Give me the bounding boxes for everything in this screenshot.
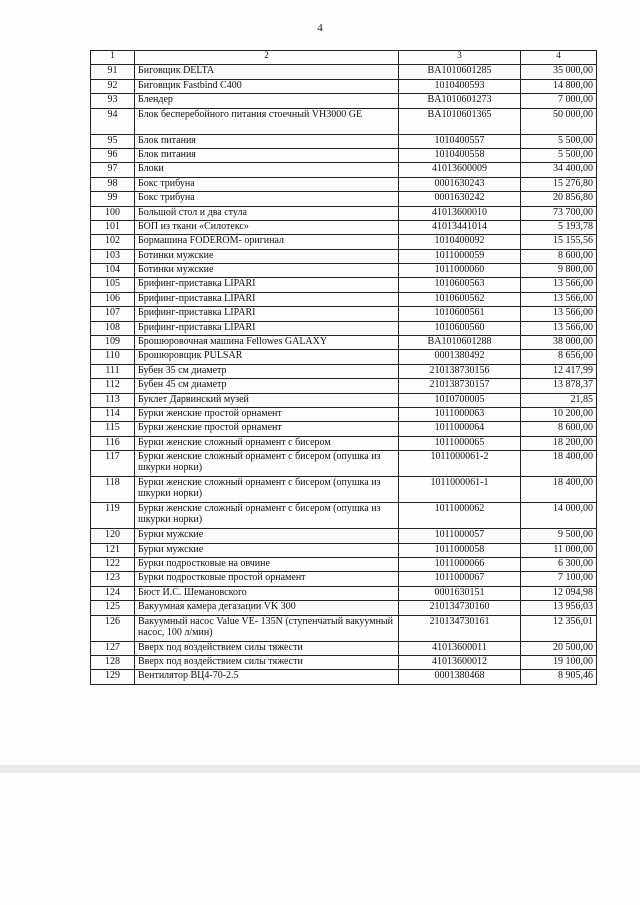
item-amount: 73 700,00 (521, 206, 597, 220)
item-name: Бурки мужские (135, 543, 399, 557)
table-row (91, 65, 597, 79)
item-amount: 13 566,00 (521, 278, 597, 292)
table-row (91, 307, 597, 321)
item-name: Бубен 35 см диаметр (135, 364, 399, 378)
item-amount: 15 155,56 (521, 235, 597, 249)
inventory-code: 1011000058 (399, 543, 521, 557)
item-name: Биговщик DELTA (135, 65, 399, 79)
item-amount: 14 800,00 (521, 79, 597, 93)
row-number: 94 (91, 108, 135, 134)
item-amount: 6 300,00 (521, 557, 597, 571)
item-amount: 18 200,00 (521, 436, 597, 450)
item-name: Бурки подростковые простой орнамент (135, 572, 399, 586)
table-row (91, 163, 597, 177)
inventory-code: 0001380468 (399, 670, 521, 684)
item-amount: 15 276,80 (521, 177, 597, 191)
item-name: Бокс трибуна (135, 177, 399, 191)
item-name: Блок питания (135, 148, 399, 162)
item-name: Брифинг-приставка LIPARI (135, 292, 399, 306)
row-number: 128 (91, 655, 135, 669)
item-amount: 34 400,00 (521, 163, 597, 177)
table-row (91, 350, 597, 364)
item-amount: 18 400,00 (521, 477, 597, 503)
row-number: 100 (91, 206, 135, 220)
row-number: 106 (91, 292, 135, 306)
item-amount: 38 000,00 (521, 336, 597, 350)
table-row (91, 292, 597, 306)
row-number: 92 (91, 79, 135, 93)
scan-edge-shadow (0, 765, 640, 773)
item-name: Большой стол и два стула (135, 206, 399, 220)
item-amount: 13 956,03 (521, 601, 597, 615)
item-amount: 12 356,01 (521, 615, 597, 641)
table-row (91, 94, 597, 108)
item-amount: 11 000,00 (521, 543, 597, 557)
item-amount: 8 600,00 (521, 422, 597, 436)
inventory-code: 0001630151 (399, 586, 521, 600)
table-row (91, 451, 597, 477)
item-amount: 5 500,00 (521, 148, 597, 162)
item-amount: 13 566,00 (521, 321, 597, 335)
table-row (91, 278, 597, 292)
table-row (91, 177, 597, 191)
row-number: 126 (91, 615, 135, 641)
item-amount: 14 000,00 (521, 503, 597, 529)
row-number: 109 (91, 336, 135, 350)
inventory-code: 210138730156 (399, 364, 521, 378)
item-amount: 21,85 (521, 393, 597, 407)
row-number: 91 (91, 65, 135, 79)
item-amount: 5 193,78 (521, 220, 597, 234)
row-number: 112 (91, 379, 135, 393)
inventory-code: 0001630243 (399, 177, 521, 191)
table-row (91, 321, 597, 335)
item-name: Бурки женские сложный орнамент с бисером (опушка из шкурки норки) (135, 503, 399, 529)
row-number: 129 (91, 670, 135, 684)
item-amount: 8 905,46 (521, 670, 597, 684)
inventory-code: BA1010601288 (399, 336, 521, 350)
item-name: Брошюровщик PULSAR (135, 350, 399, 364)
item-name: Бормашина FODEROM- оригинал (135, 235, 399, 249)
row-number: 102 (91, 235, 135, 249)
item-name: Ботинки мужские (135, 264, 399, 278)
inventory-code: 41013600011 (399, 641, 521, 655)
column-header: 1 (91, 51, 135, 65)
item-name: Брифинг-приставка LIPARI (135, 278, 399, 292)
item-name: Вакуумная камера дегазации VK 300 (135, 601, 399, 615)
item-name: Бюст И.С. Шемановского (135, 586, 399, 600)
inventory-code: 1010600560 (399, 321, 521, 335)
row-number: 97 (91, 163, 135, 177)
row-number: 114 (91, 407, 135, 421)
table-row (91, 543, 597, 557)
item-amount: 12 417,99 (521, 364, 597, 378)
inventory-code: 1011000067 (399, 572, 521, 586)
item-name: Вентилятор ВЦ4-70-2.5 (135, 670, 399, 684)
inventory-code: 1011000061-1 (399, 477, 521, 503)
table-row (91, 264, 597, 278)
item-name: БОП из ткани «Силотекс» (135, 220, 399, 234)
row-number: 104 (91, 264, 135, 278)
inventory-code: 1011000066 (399, 557, 521, 571)
inventory-code: 1011000062 (399, 503, 521, 529)
item-name: Буклет Дарвинский музей (135, 393, 399, 407)
row-number: 107 (91, 307, 135, 321)
inventory-code: 1010600561 (399, 307, 521, 321)
inventory-code: BA1010601285 (399, 65, 521, 79)
inventory-table (90, 50, 597, 685)
item-name: Бубен 45 см диаметр (135, 379, 399, 393)
row-number: 116 (91, 436, 135, 450)
row-number: 120 (91, 529, 135, 543)
item-name: Блоки (135, 163, 399, 177)
row-number: 111 (91, 364, 135, 378)
inventory-code: 0001380492 (399, 350, 521, 364)
item-name: Бурки женские простой орнамент (135, 407, 399, 421)
table-row (91, 557, 597, 571)
row-number: 95 (91, 134, 135, 148)
inventory-code: 1010600562 (399, 292, 521, 306)
inventory-code: 210134730160 (399, 601, 521, 615)
row-number: 125 (91, 601, 135, 615)
inventory-code: 1011000061-2 (399, 451, 521, 477)
table-row (91, 206, 597, 220)
table-row (91, 529, 597, 543)
row-number: 119 (91, 503, 135, 529)
inventory-code: 41013441014 (399, 220, 521, 234)
item-name: Бурки женские сложный орнамент с бисером (135, 436, 399, 450)
row-number: 127 (91, 641, 135, 655)
item-amount: 8 656,00 (521, 350, 597, 364)
row-number: 103 (91, 249, 135, 263)
inventory-code: 0001630242 (399, 192, 521, 206)
inventory-code: 1011000059 (399, 249, 521, 263)
row-number: 105 (91, 278, 135, 292)
row-number: 110 (91, 350, 135, 364)
row-number: 113 (91, 393, 135, 407)
item-name: Брошюровочная машина Fellowes GALAXY (135, 336, 399, 350)
row-number: 124 (91, 586, 135, 600)
item-amount: 9 500,00 (521, 529, 597, 543)
row-number: 117 (91, 451, 135, 477)
table-row (91, 477, 597, 503)
table-row (91, 601, 597, 615)
table-header-row (91, 51, 597, 65)
item-name: Вакуумный насос Value VE- 135N (ступенчатый вакуумный насос, 100 л/мин) (135, 615, 399, 641)
row-number: 96 (91, 148, 135, 162)
row-number: 123 (91, 572, 135, 586)
table-row (91, 436, 597, 450)
item-name: Бурки мужские (135, 529, 399, 543)
item-amount: 5 500,00 (521, 134, 597, 148)
item-amount: 12 094,98 (521, 586, 597, 600)
inventory-code: 1010600563 (399, 278, 521, 292)
row-number: 121 (91, 543, 135, 557)
table-row (91, 503, 597, 529)
inventory-code: 1011000060 (399, 264, 521, 278)
table-row (91, 379, 597, 393)
inventory-code: 1011000064 (399, 422, 521, 436)
item-name: Вверх под воздействием силы тяжести (135, 655, 399, 669)
table-row (91, 572, 597, 586)
item-amount: 8 600,00 (521, 249, 597, 263)
item-amount: 19 100,00 (521, 655, 597, 669)
inventory-code: 210134730161 (399, 615, 521, 641)
item-amount: 10 200,00 (521, 407, 597, 421)
item-amount: 20 856,80 (521, 192, 597, 206)
table-row (91, 393, 597, 407)
row-number: 118 (91, 477, 135, 503)
column-header: 2 (135, 51, 399, 65)
inventory-code: BA1010601273 (399, 94, 521, 108)
item-name: Вверх под воздействием силы тяжести (135, 641, 399, 655)
item-amount: 13 566,00 (521, 307, 597, 321)
table-row (91, 220, 597, 234)
table-row (91, 586, 597, 600)
item-amount: 7 100,00 (521, 572, 597, 586)
table-row (91, 422, 597, 436)
table-row (91, 134, 597, 148)
item-name: Бурки женские простой орнамент (135, 422, 399, 436)
item-name: Брифинг-приставка LIPARI (135, 307, 399, 321)
inventory-code: 41013600012 (399, 655, 521, 669)
item-amount: 20 500,00 (521, 641, 597, 655)
table-row (91, 364, 597, 378)
item-name: Ботинки мужские (135, 249, 399, 263)
item-name: Блок бесперебойного питания стоечный VH3000 GE (135, 108, 399, 134)
row-number: 101 (91, 220, 135, 234)
item-name: Бурки подростковые на овчине (135, 557, 399, 571)
item-name: Брифинг-приставка LIPARI (135, 321, 399, 335)
table-row (91, 79, 597, 93)
inventory-code: 1010400092 (399, 235, 521, 249)
column-header: 3 (399, 51, 521, 65)
column-header: 4 (521, 51, 597, 65)
inventory-code: 1010400593 (399, 79, 521, 93)
item-amount: 50 000,00 (521, 108, 597, 134)
inventory-code: 1011000057 (399, 529, 521, 543)
inventory-code: 1010700005 (399, 393, 521, 407)
table-row (91, 249, 597, 263)
item-amount: 18 400,00 (521, 451, 597, 477)
table-row (91, 148, 597, 162)
table-row (91, 407, 597, 421)
item-name: Бурки женские сложный орнамент с бисером (опушка из шкурки норки) (135, 451, 399, 477)
table-row (91, 615, 597, 641)
table-row (91, 108, 597, 134)
table-row (91, 192, 597, 206)
item-name: Блендер (135, 94, 399, 108)
inventory-code: 41013600010 (399, 206, 521, 220)
table-row (91, 641, 597, 655)
table-row (91, 655, 597, 669)
row-number: 99 (91, 192, 135, 206)
row-number: 108 (91, 321, 135, 335)
table-row (91, 670, 597, 684)
table-row (91, 336, 597, 350)
item-amount: 13 566,00 (521, 292, 597, 306)
inventory-code: 210138730157 (399, 379, 521, 393)
page-number: 4 (317, 22, 323, 34)
inventory-code: BA1010601365 (399, 108, 521, 134)
item-amount: 35 000,00 (521, 65, 597, 79)
row-number: 98 (91, 177, 135, 191)
inventory-code: 41013600009 (399, 163, 521, 177)
item-name: Блок питания (135, 134, 399, 148)
inventory-code: 1010400557 (399, 134, 521, 148)
item-name: Бокс трибуна (135, 192, 399, 206)
item-amount: 7 000,00 (521, 94, 597, 108)
item-amount: 9 800,00 (521, 264, 597, 278)
item-amount: 13 878,37 (521, 379, 597, 393)
row-number: 93 (91, 94, 135, 108)
table-row (91, 235, 597, 249)
row-number: 122 (91, 557, 135, 571)
row-number: 115 (91, 422, 135, 436)
item-name: Биговщик Fastbind C400 (135, 79, 399, 93)
inventory-code: 1011000065 (399, 436, 521, 450)
inventory-code: 1011000063 (399, 407, 521, 421)
item-name: Бурки женские сложный орнамент с бисером (опушка из шкурки норки) (135, 477, 399, 503)
inventory-code: 1010400558 (399, 148, 521, 162)
